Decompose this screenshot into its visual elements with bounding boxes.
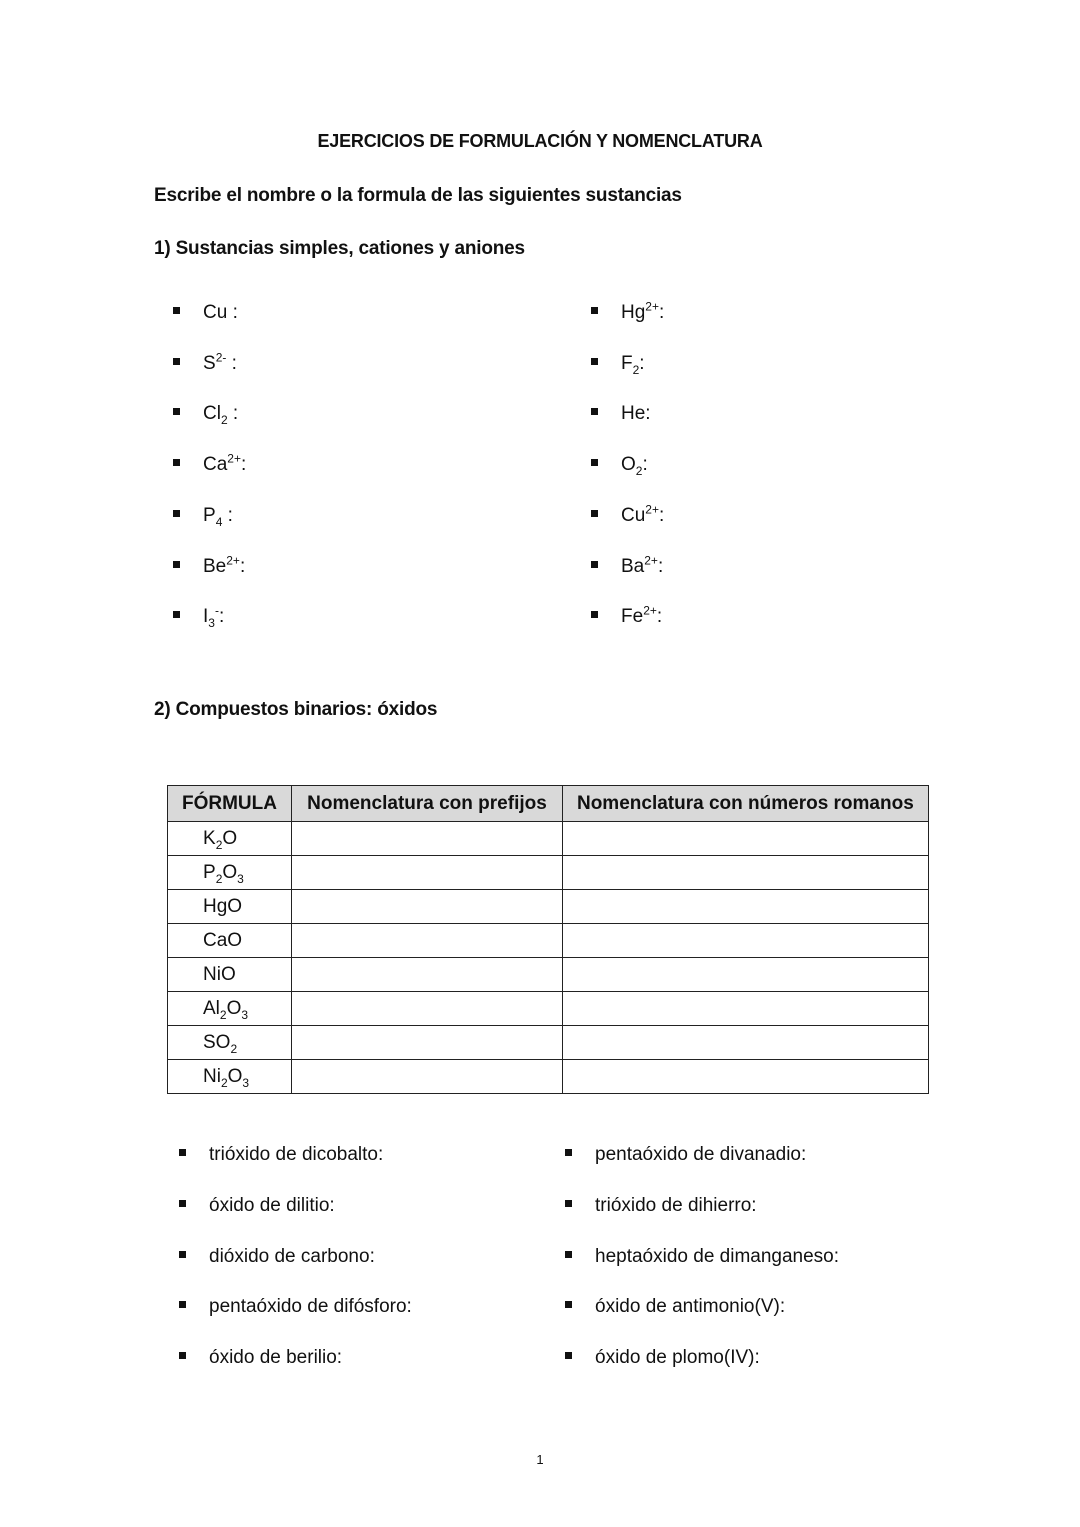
bullet-icon [591,510,598,517]
prefix-answer-cell[interactable] [291,924,562,958]
oxides-table [167,785,929,1094]
list-item [565,1296,785,1318]
prefix-answer-cell[interactable] [291,1026,562,1060]
header-formula: FÓRMULA [168,786,292,822]
list-item [173,451,247,476]
list-item [565,1347,760,1369]
list-item [173,603,225,630]
formula-cell: $Al_2O_3$ [168,992,292,1026]
instruction: Escribe el nombre o la formula de las siguientes sustancias [154,185,682,206]
formula-cell: $Ni_2O_3$ [168,1060,292,1094]
roman-answer-cell[interactable] [562,856,928,890]
list-item [173,350,237,375]
item-text: óxido de antimonio(V): [595,1296,786,1318]
bullet-icon [179,1149,186,1156]
item-text: $S^{2-}$ : [203,350,237,374]
formula-cell: $P_2O_3$ [168,856,292,890]
list-item [565,1144,806,1166]
roman-answer-cell[interactable] [562,890,928,924]
list-item [591,603,663,628]
bullet-icon [591,307,598,314]
table-row [168,856,929,890]
bullet-icon [565,1149,572,1156]
prefix-answer-cell[interactable] [291,856,562,890]
item-text: He: [621,403,651,425]
list-item [591,553,664,578]
list-item [591,299,665,324]
table-row [168,992,929,1026]
item-text: $O_2$: [621,454,648,478]
item-text: óxido de berilio: [209,1347,343,1369]
table-row [168,890,929,924]
item-text: pentaóxido de difósforo: [209,1296,412,1318]
item-text: trióxido de dihierro: [595,1194,757,1216]
bullet-icon [179,1301,186,1308]
item-text: Cu : [203,302,238,323]
table-row [168,924,929,958]
item-text: $Ca^{2+}$: [203,451,247,476]
item-text: $Fe^{2+}$: [621,603,663,628]
bullet-icon [173,561,180,568]
table-row [168,1026,929,1060]
bullet-icon [565,1352,572,1359]
prefix-answer-cell[interactable] [291,822,562,856]
bullet-icon [591,561,598,568]
section2-heading: 2) Compuestos binarios: óxidos [154,699,438,720]
list-item [173,403,239,428]
bullet-icon [591,408,598,415]
bullet-icon [173,307,180,314]
item-text: óxido de plomo(IV): [595,1347,760,1369]
bullet-icon [179,1251,186,1258]
formula-cell: $SO_2$ [168,1026,292,1060]
bullet-icon [173,408,180,415]
bullet-icon [591,358,598,365]
prefix-answer-cell[interactable] [291,890,562,924]
formula-cell: $K_2O$ [168,822,292,856]
bullet-icon [565,1301,572,1308]
table-row [168,958,929,992]
roman-answer-cell[interactable] [562,822,928,856]
bullet-icon [173,459,180,466]
roman-answer-cell[interactable] [562,1026,928,1060]
bullet-icon [173,510,180,517]
item-text: $Hg^{2+}$: [621,299,665,323]
item-text: pentaóxido de divanadio: [595,1144,807,1165]
section1-heading: 1) Sustancias simples, cationes y aniones [154,238,525,259]
list-item [591,353,645,375]
list-item [591,403,651,425]
document-title: EJERCICIOS DE FORMULACIÓN Y NOMENCLATURA [317,131,763,151]
page-number: 1 [536,1452,544,1467]
header-roman-nomenclature: Nomenclatura con números romanos [562,786,928,822]
item-text: $Cl_2$ : [203,403,239,428]
roman-answer-cell[interactable] [562,1060,928,1094]
bullet-icon [591,459,598,466]
item-text: $I_3^-$: [203,603,225,630]
table-header-row [168,786,929,822]
list-item [565,1246,839,1268]
list-item [179,1144,383,1166]
roman-answer-cell[interactable] [562,924,928,958]
bullet-icon [179,1200,186,1207]
item-text: dióxido de carbono: [209,1245,375,1267]
item-text: heptaóxido de dimanganeso: [595,1245,840,1267]
bullet-icon [591,611,598,618]
item-text: $P_4$ : [203,504,233,529]
list-item [179,1195,335,1217]
roman-answer-cell[interactable] [562,992,928,1026]
formula-cell: CaO [168,924,292,958]
list-item [179,1296,412,1318]
bullet-icon [565,1251,572,1258]
list-item [173,505,233,527]
list-item [565,1195,757,1217]
bullet-icon [173,358,180,365]
list-item [591,502,665,527]
prefix-answer-cell[interactable] [291,1060,562,1094]
prefix-answer-cell[interactable] [291,958,562,992]
list-item [591,454,648,476]
item-text: $Cu^{2+}$: [621,502,665,526]
list-item [179,1246,375,1268]
header-prefix-nomenclature: Nomenclatura con prefijos [291,786,562,822]
item-text: óxido de dilitio: [209,1194,335,1216]
item-text: $Be^{2+}$: [203,553,246,577]
roman-answer-cell[interactable] [562,958,928,992]
list-item [173,553,246,578]
item-text: $F_2$: [621,352,645,377]
list-item [173,302,238,324]
table-row [168,822,929,856]
bullet-icon [565,1200,572,1207]
prefix-answer-cell[interactable] [291,992,562,1026]
item-text: $Ba^{2+}$: [621,553,664,577]
bullet-icon [179,1352,186,1359]
formula-cell: NiO [168,958,292,992]
table-row [168,1060,929,1094]
item-text: trióxido de dicobalto: [209,1144,384,1165]
list-item [179,1347,342,1369]
formula-cell: HgO [168,890,292,924]
bullet-icon [173,611,180,618]
